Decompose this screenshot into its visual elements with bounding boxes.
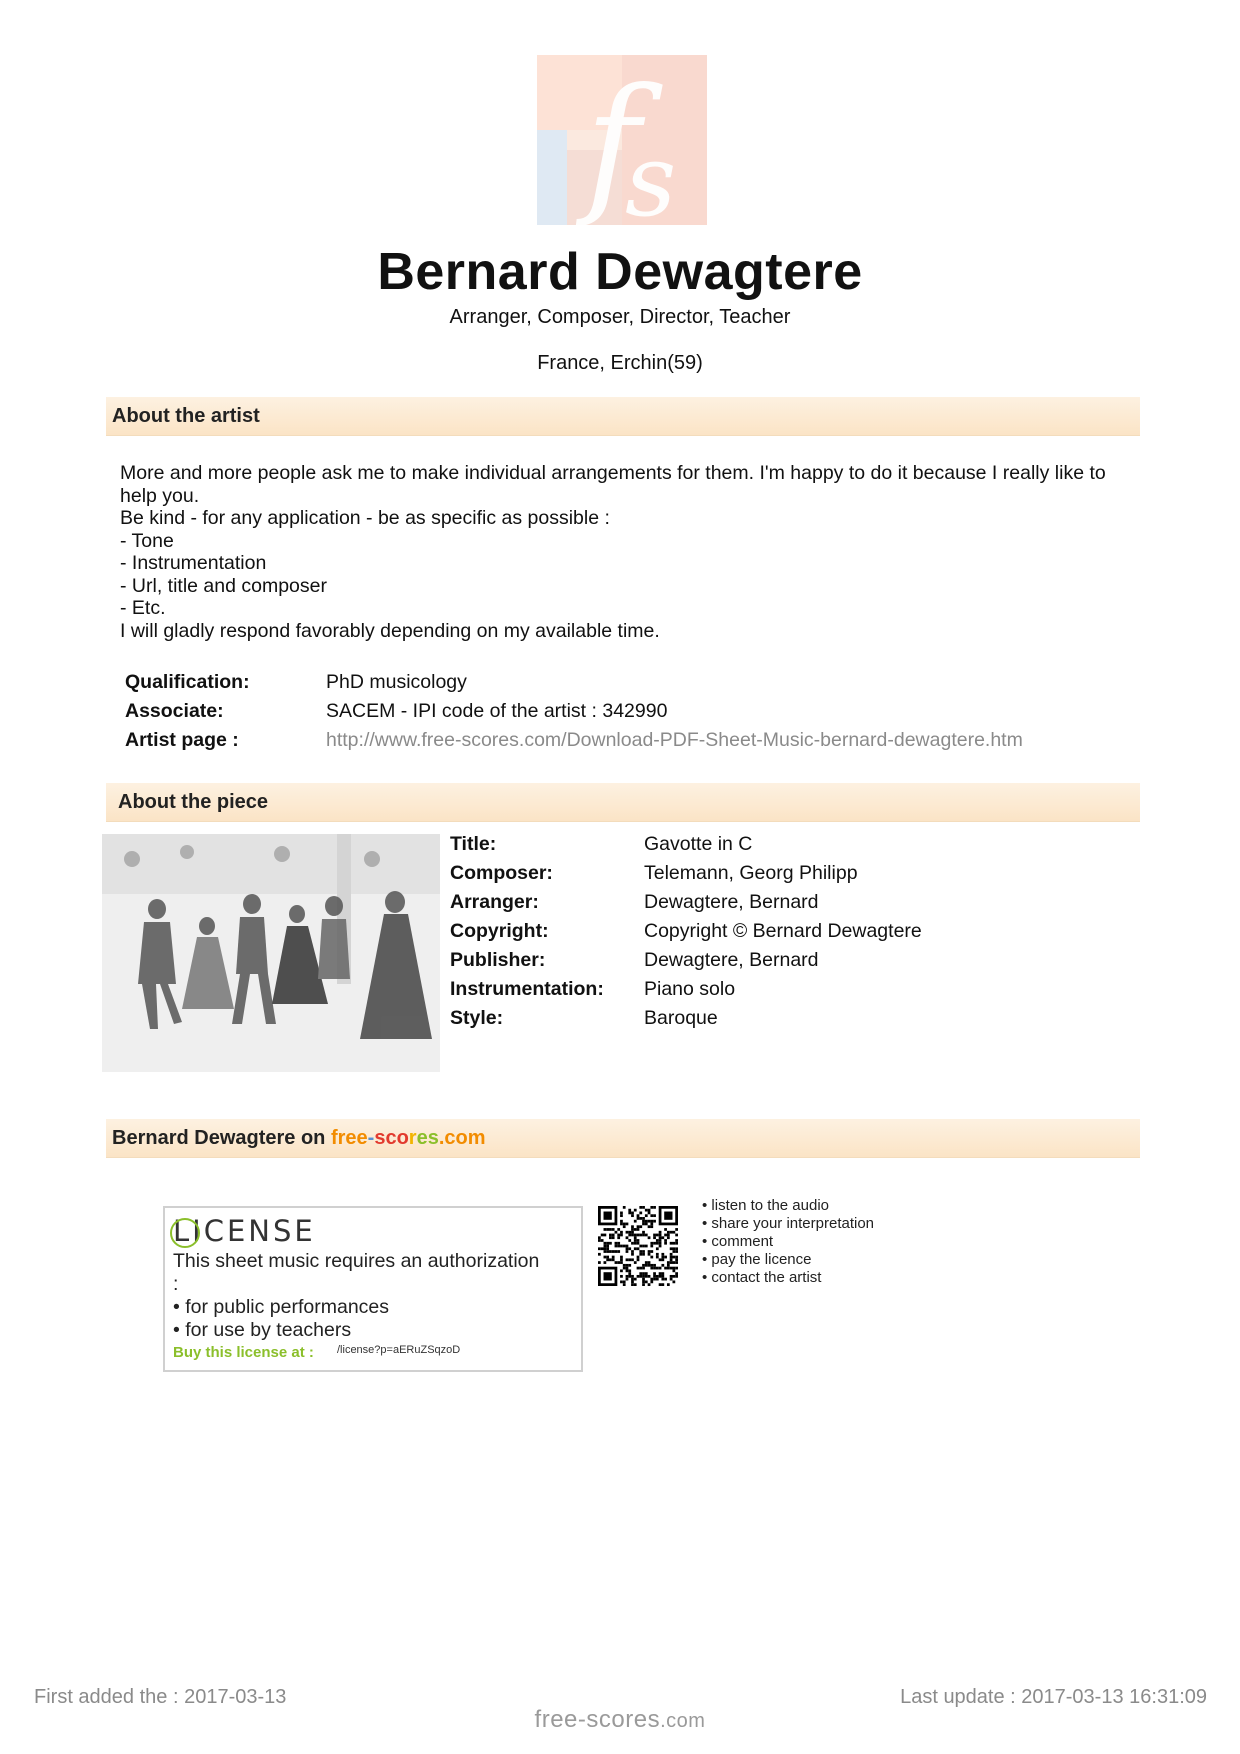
style-label: Style:: [450, 1007, 504, 1029]
on-site-heading: [112, 1127, 486, 1150]
associate-label: Associate:: [125, 700, 224, 722]
license-url[interactable]: /license?p=aERuZSqzoD: [337, 1344, 461, 1356]
publisher-label: Publisher:: [450, 949, 546, 971]
associate-value: SACEM - IPI code of the artist : 342990: [326, 700, 668, 722]
site-name-part: .com: [438, 1127, 486, 1149]
site-name-part: es: [416, 1127, 439, 1149]
copyright-label: Copyright:: [450, 920, 549, 942]
qr-code-icon: [598, 1206, 678, 1286]
title-label: Title:: [450, 833, 497, 855]
features-list: [702, 1197, 874, 1287]
license-text: This sheet music requires an authorization : • for public performances • for use by teachers: [173, 1250, 540, 1341]
composer-label: Composer:: [450, 862, 553, 884]
feature-item: • pay the licence: [702, 1251, 812, 1268]
about-piece-header: [106, 783, 1140, 822]
on-site-header: [106, 1119, 1140, 1158]
artist-name: Bernard Dewagtere: [377, 243, 863, 301]
title-value: Gavotte in C: [644, 833, 753, 855]
artist-bio: More and more people ask me to make individual arrangements for them. I'm happy to do it because I really like to help you. Be kind - for any application - be as specific as possible : - Tone - Instrumentation - Url, title and composer - Etc. I will gladly respond favorably depending on my available time.: [120, 462, 1106, 642]
about-piece-heading: About the piece: [118, 791, 269, 813]
artist-location: France, Erchin(59): [537, 352, 703, 374]
copyright-value: Copyright © Bernard Dewagtere: [644, 920, 922, 942]
feature-item: • share your interpretation: [702, 1215, 875, 1232]
dancers-illustration: [102, 834, 440, 1072]
qualification-value: PhD musicology: [326, 671, 467, 693]
feature-item: • contact the artist: [702, 1269, 822, 1286]
arranger-label: Arranger:: [450, 891, 539, 913]
site-name-part: -: [367, 1127, 375, 1149]
arranger-value: Dewagtere, Bernard: [644, 891, 819, 913]
qualification-label: Qualification:: [125, 671, 250, 693]
site-name[interactable]: [331, 1127, 486, 1149]
svg-text:f: f: [585, 57, 641, 225]
site-name-part: sco: [374, 1127, 409, 1149]
composer-value: Telemann, Georg Philipp: [644, 862, 858, 884]
footer-brand: free-scores.com: [534, 1706, 706, 1733]
free-scores-logo: [537, 55, 707, 225]
buy-license-label: Buy this license at :: [173, 1344, 314, 1361]
site-name-part: r: [408, 1127, 417, 1149]
artist-page-link[interactable]: http://www.free-scores.com/Download-PDF-Sheet-Music-bernard-dewagtere.htm: [326, 729, 1023, 751]
on-site-heading-prefix: Bernard Dewagtere on: [112, 1127, 331, 1149]
instrumentation-value: Piano solo: [644, 978, 736, 1000]
site-name-part: free: [330, 1127, 368, 1149]
feature-item: • listen to the audio: [702, 1197, 830, 1214]
license-box: [163, 1206, 583, 1372]
style-value: Baroque: [644, 1007, 718, 1029]
about-artist-heading: About the artist: [112, 405, 260, 427]
license-title: LICENSE: [173, 1214, 316, 1248]
license-ring-icon: [170, 1218, 200, 1248]
artist-roles: Arranger, Composer, Director, Teacher: [449, 306, 791, 328]
feature-item: • comment: [702, 1233, 774, 1250]
instrumentation-label: Instrumentation:: [450, 978, 604, 1000]
about-artist-header: [106, 397, 1140, 436]
svg-text:s: s: [625, 122, 677, 225]
first-added-date: First added the : 2017-03-13: [34, 1686, 287, 1708]
publisher-value: Dewagtere, Bernard: [644, 949, 819, 971]
artist-page-label: Artist page :: [125, 729, 239, 751]
last-update-date: Last update : 2017-03-13 16:31:09: [900, 1686, 1207, 1708]
